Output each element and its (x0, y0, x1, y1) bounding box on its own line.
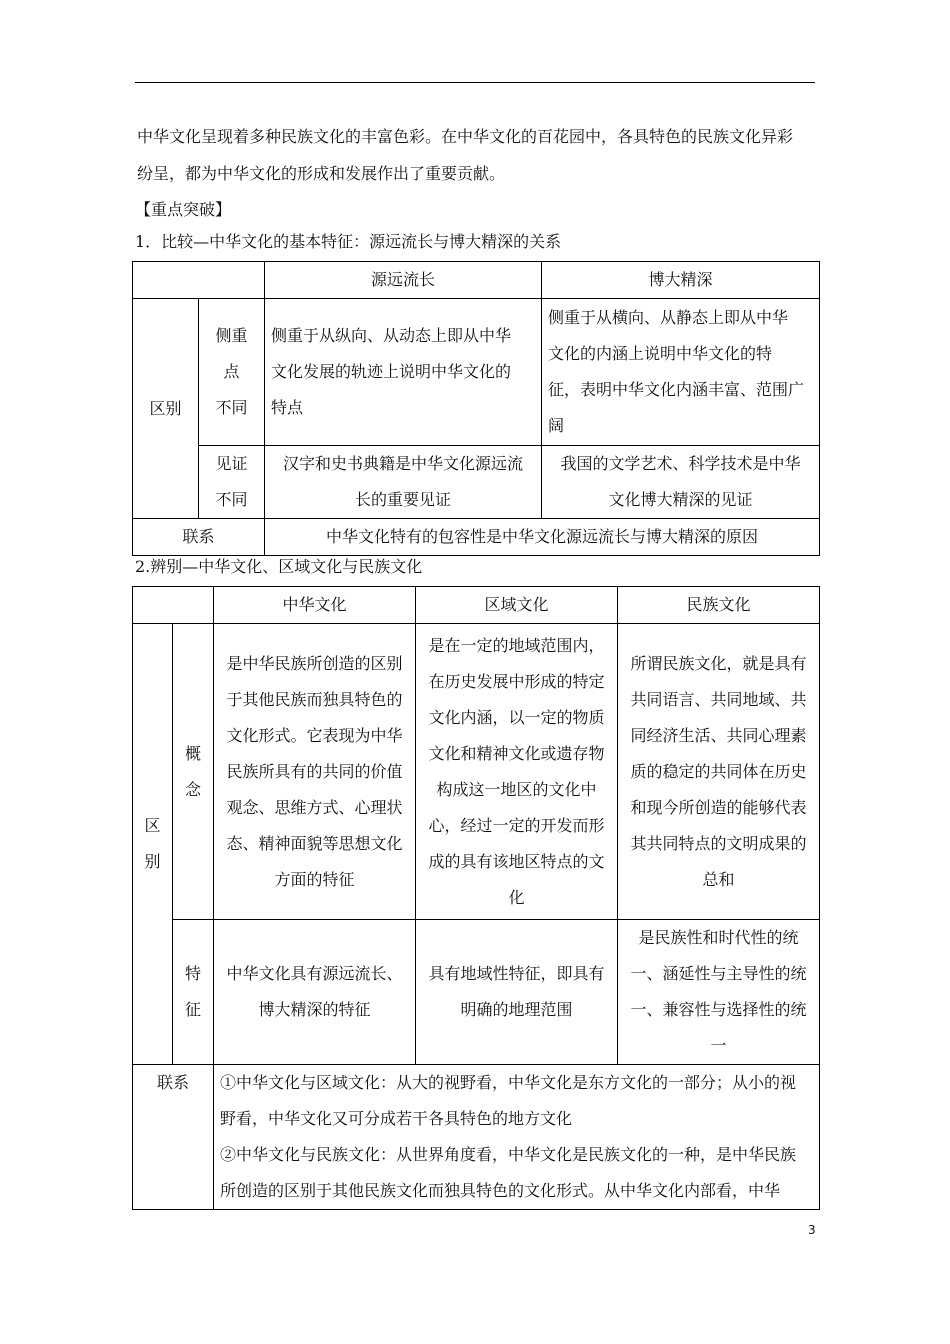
table1-link-text: 中华文化特有的包容性是中华文化源远流长与博大精深的原因 (265, 519, 820, 556)
table1-col-header: 源远流长 (265, 262, 542, 299)
table1-cell: 我国的文学艺术、科学技术是中华 文化博大精深的见证 (542, 446, 820, 519)
comparison-table-1 (132, 261, 820, 556)
table2-cell: 是民族性和时代性的统 一、涵延性与主导性的统 一、兼容性与选择性的统 一 (618, 920, 820, 1065)
table2-link-text: ①中华文化与区域文化：从大的视野看，中华文化是东方文化的一部分；从小的视 野看，中华文化又可分成若干各具特色的地方文化 ②中华文化与民族文化：从世界角度看，中华文化是民族文化的一种，是中华民族 所创造的区别于其他民族文化而独具特色的文化形式。从中华文化内部看，中华 (214, 1065, 820, 1210)
comparison-table-2 (132, 586, 820, 1210)
table1-cell: 侧重于从横向、从静态上即从中华 文化的内涵上说明中华文化的特 征，表明中华文化内涵丰富、范围广 阔 (542, 299, 820, 446)
page-number: 3 (808, 1223, 816, 1237)
table2-row-label: 特 征 (173, 920, 214, 1065)
table1-cell: 汉字和史书典籍是中华文化源远流 长的重要见证 (265, 446, 542, 519)
table1-corner-cell (133, 262, 265, 299)
table2-corner-cell (133, 587, 214, 624)
table1-cell: 侧重于从纵向、从动态上即从中华 文化发展的轨迹上说明中华文化的 特点 (265, 299, 542, 446)
header-rule (135, 82, 815, 83)
table2-col-header: 中华文化 (214, 587, 416, 624)
table1-link-label: 联系 (133, 519, 265, 556)
table1-row-group-label: 区别 (133, 299, 199, 519)
table2-cell: 是中华民族所创造的区别 于其他民族而独具特色的 文化形式。它表现为中华 民族所具有的共同的价值 观念、思维方式、心理状 态、精神面貌等思想文化 方面的特征 (214, 624, 416, 920)
table2-link-label: 联系 (133, 1065, 214, 1210)
table1-heading: 1．比较—中华文化的基本特征：源远流长与博大精深的关系 (135, 232, 562, 251)
table2-cell: 所谓民族文化，就是具有 共同语言、共同地域、共 同经济生活、共同心理素 质的稳定的共同体在历史 和现今所创造的能够代表 其共同特点的文明成果的 总和 (618, 624, 820, 920)
table2-cell: 中华文化具有源远流长、 博大精深的特征 (214, 920, 416, 1065)
intro-line: 中华文化呈现着多种民族文化的丰富色彩。在中华文化的百花园中，各具特色的民族文化异彩 (137, 127, 794, 146)
table2-col-header: 区域文化 (416, 587, 618, 624)
intro-paragraph (137, 118, 827, 192)
section-heading: 【重点突破】 (135, 200, 232, 219)
table2-cell: 是在一定的地域范围内， 在历史发展中形成的特定 文化内涵，以一定的物质 文化和精神文化或遗存物 构成这一地区的文化中 心，经过一定的开发而形 成的具有该地区特点的文 化 (416, 624, 618, 920)
table2-row-label: 概 念 (173, 624, 214, 920)
table1-col-header: 博大精深 (542, 262, 820, 299)
table1-row-label: 见证 不同 (199, 446, 265, 519)
table2-row-group-label: 区 别 (133, 624, 173, 1065)
intro-line: 纷呈，都为中华文化的形成和发展作出了重要贡献。 (137, 164, 506, 183)
table2-col-header: 民族文化 (618, 587, 820, 624)
table2-cell: 具有地域性特征，即具有 明确的地理范围 (416, 920, 618, 1065)
table2-heading: 2.辨别—中华文化、区域文化与民族文化 (135, 557, 423, 576)
table1-row-label: 侧重 点 不同 (199, 299, 265, 446)
